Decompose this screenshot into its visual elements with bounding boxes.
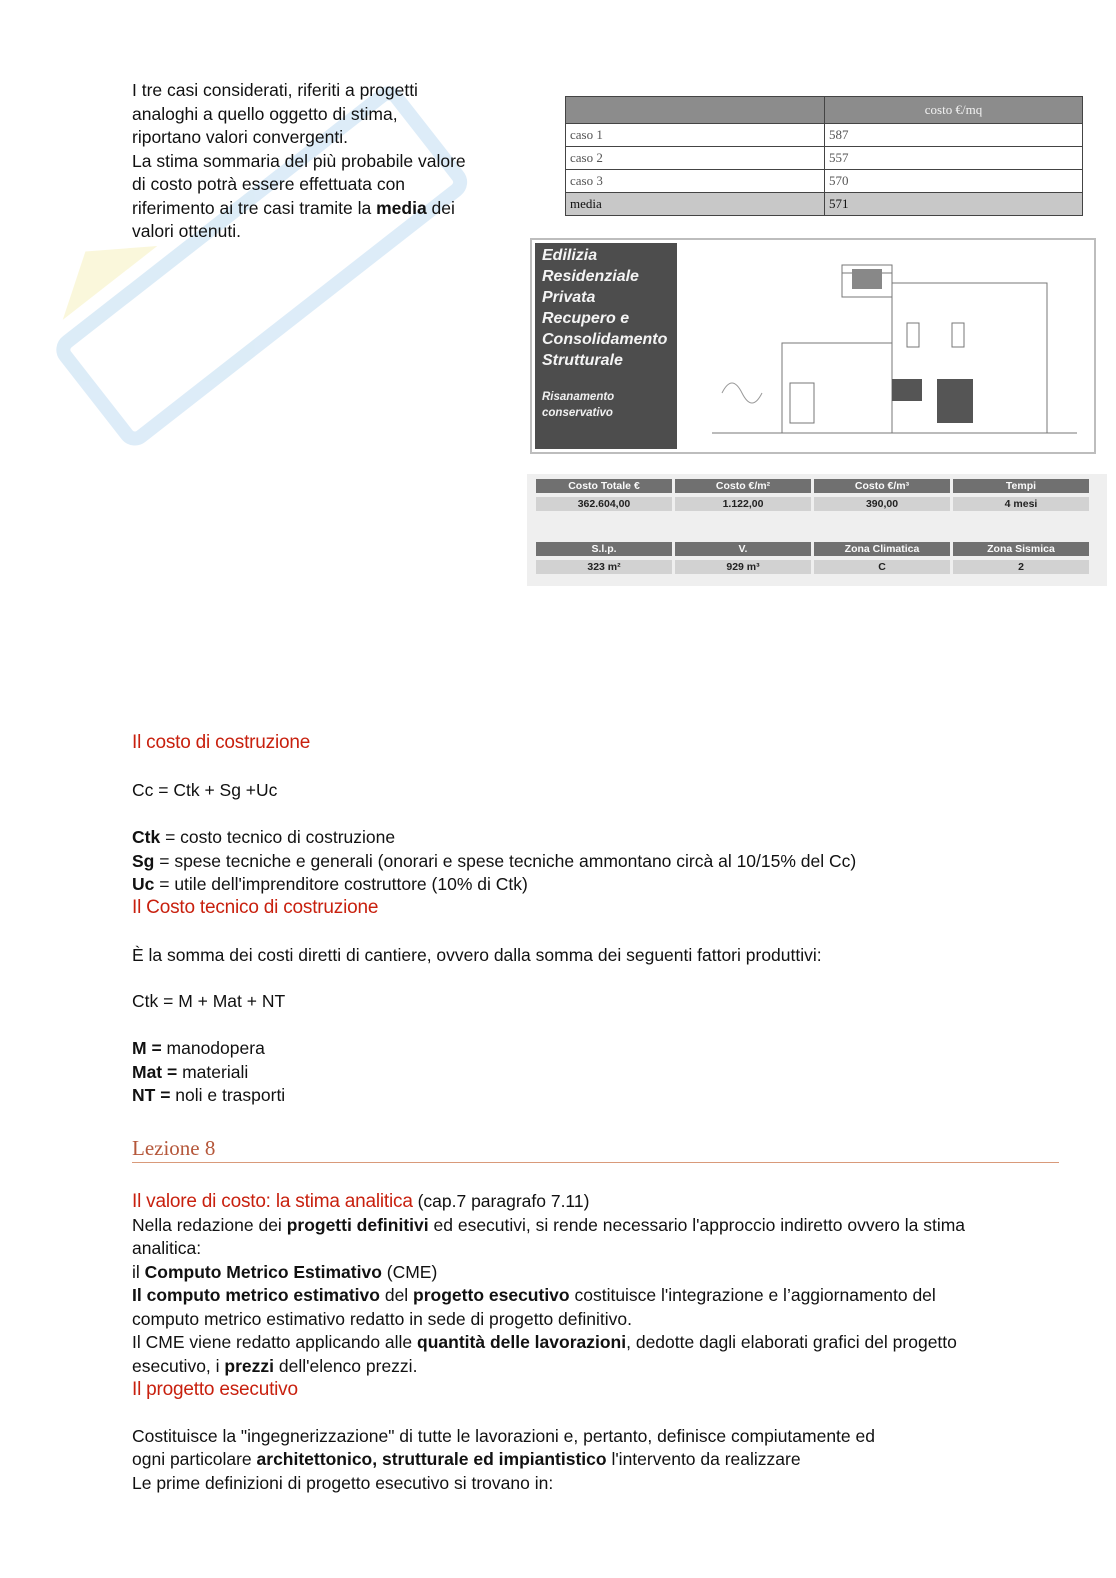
intro-line: di costo potrà essere effettuata con <box>132 174 406 194</box>
table-cell-value: 587 <box>825 124 1083 147</box>
definition-term: M = <box>132 1038 162 1058</box>
table-header: costo €/mq <box>825 97 1083 124</box>
text-line <box>132 1284 1092 1308</box>
definition-term: NT = <box>132 1085 171 1105</box>
intro-line <box>132 197 522 221</box>
formula: Cc = Ctk + Sg +Uc <box>132 780 278 800</box>
stat-value: 323 m² <box>536 560 672 574</box>
text: Il CME viene redatto applicando alle <box>132 1332 418 1352</box>
definition-term: Mat = <box>132 1061 178 1082</box>
definition-item <box>132 1061 285 1085</box>
intro-line: La stima sommaria del più probabile valore <box>132 150 466 171</box>
stat-header: Costo €/m² <box>675 479 811 493</box>
text: dell'elenco prezzi. <box>274 1355 418 1376</box>
definitions-list <box>132 1037 285 1108</box>
formula: Ctk = M + Mat + NT <box>132 991 286 1011</box>
intro-bold: media <box>376 197 427 218</box>
definition-text: materiali <box>177 1061 249 1082</box>
table-header-empty <box>566 97 825 124</box>
text-line: analitica: <box>132 1238 202 1258</box>
table-cell-value: 570 <box>825 170 1083 193</box>
definitions-list <box>132 826 1032 897</box>
text: , dedotte dagli elaborati grafici del progetto <box>626 1332 957 1352</box>
definition-text: noli e trasporti <box>170 1085 286 1105</box>
table-cell-label: media <box>566 193 825 216</box>
definition-text: = spese tecniche e generali (onorari e spese tecniche ammontano circà al 10/15% del Cc) <box>154 850 857 871</box>
intro-paragraph <box>132 79 522 244</box>
stat-header: S.l.p. <box>536 542 672 556</box>
category-title: Edilizia Residenziale Privata Recupero e Consolidamento Strutturale <box>542 247 668 369</box>
bold-text: progetti definitivi <box>286 1214 429 1235</box>
bold-text: progetto esecutivo <box>413 1285 570 1305</box>
section-heading: Il valore di costo: la stima analitica <box>132 1191 413 1212</box>
stat-header: V. <box>675 542 811 556</box>
table-cell-value: 557 <box>825 147 1083 170</box>
definition-item <box>132 850 1032 874</box>
analitica-section <box>132 1190 1092 1495</box>
definition-item <box>132 1084 285 1108</box>
text-line: Costituisce la "ingegnerizzazione" di tutte le lavorazioni e, pertanto, definisce compiutamente ed <box>132 1425 875 1446</box>
category-box <box>535 243 677 449</box>
definition-text: = utile dell'imprenditore costruttore (10% di Ctk) <box>154 874 528 894</box>
stat-value: 390,00 <box>814 497 950 511</box>
heading-line <box>132 1190 1092 1214</box>
intro-line: analoghi a quello oggetto di stima, <box>132 103 398 124</box>
stat-header: Zona Climatica <box>814 542 950 556</box>
definition-term: Ctk <box>132 827 161 847</box>
text: esecutivo, i <box>132 1355 225 1376</box>
text: (CME) <box>381 1261 438 1282</box>
intro-text: riferimento ai tre casi tramite la <box>132 197 377 218</box>
bold-text: Il computo metrico estimativo <box>132 1285 380 1305</box>
table-cell-label: caso 2 <box>566 147 825 170</box>
section-heading: Il progetto esecutivo <box>132 1379 298 1400</box>
bold-text: architettonico, strutturale ed impiantistico <box>256 1449 607 1469</box>
text: ogni particolare <box>132 1449 257 1469</box>
project-image-panel <box>530 238 1096 454</box>
definition-item <box>132 873 1032 897</box>
stat-value: 2 <box>953 560 1089 574</box>
stat-value: C <box>814 560 950 574</box>
text-line <box>132 1261 1092 1285</box>
stat-value: 929 m³ <box>675 560 811 574</box>
section-heading: Il costo di costruzione <box>132 732 311 753</box>
table-cell-value: 571 <box>825 193 1083 216</box>
definition-item <box>132 826 1032 850</box>
definition-text: manodopera <box>161 1038 265 1058</box>
stat-value: 4 mesi <box>953 497 1089 511</box>
text: l'intervento da realizzare <box>606 1449 801 1469</box>
table-cell-label: caso 3 <box>566 170 825 193</box>
category-subtitle: Risanamento conservativo <box>542 391 615 419</box>
bold-text: Computo Metrico Estimativo <box>144 1261 382 1282</box>
cases-table <box>565 96 1083 216</box>
intro-line: riportano valori convergenti. <box>132 127 348 147</box>
building-drawing <box>682 243 1090 449</box>
definition-item <box>132 1037 285 1061</box>
intro-text: dei <box>426 197 455 218</box>
text: costituisce l'integrazione e l’aggiornamento del <box>569 1285 936 1305</box>
text-line: Le prime definizioni di progetto esecutivo si trovano in: <box>132 1472 554 1493</box>
text: ed esecutivi, si rende necessario l'approccio indiretto ovvero la stima <box>428 1214 966 1235</box>
project-stats <box>527 474 1107 586</box>
text-line: computo metrico estimativo redatto in sede di progetto definitivo. <box>132 1308 632 1329</box>
stat-value: 362.604,00 <box>536 497 672 511</box>
paragraph: È la somma dei costi diretti di cantiere, ovvero dalla somma dei seguenti fattori produttivi: <box>132 945 822 965</box>
stat-header: Zona Sismica <box>953 542 1089 556</box>
intro-line: I tre casi considerati, riferiti a progetti <box>132 80 418 100</box>
stat-header: Costo Totale € <box>536 479 672 493</box>
section-heading: Il Costo tecnico di costruzione <box>132 897 379 918</box>
definition-term: Sg <box>132 850 155 871</box>
chapter-reference: (cap.7 paragrafo 7.11) <box>412 1191 590 1211</box>
text: del <box>379 1285 414 1305</box>
stat-value: 1.122,00 <box>675 497 811 511</box>
text-line <box>132 1331 1092 1355</box>
stat-header: Costo €/m³ <box>814 479 950 493</box>
definition-term: Uc <box>132 874 155 894</box>
text-line <box>132 1214 1092 1238</box>
spacer <box>132 1402 1092 1425</box>
text-line <box>132 1448 1092 1472</box>
bold-text: prezzi <box>224 1355 275 1376</box>
table-cell-label: caso 1 <box>566 124 825 147</box>
text: il <box>132 1261 145 1282</box>
divider <box>132 1162 1059 1163</box>
stat-header: Tempi <box>953 479 1089 493</box>
bold-text: quantità delle lavorazioni <box>417 1332 627 1352</box>
intro-line: valori ottenuti. <box>132 221 241 241</box>
text: Nella redazione dei <box>132 1214 287 1235</box>
text-line <box>132 1355 1092 1379</box>
definition-text: = costo tecnico di costruzione <box>160 827 396 847</box>
lesson-title: Lezione 8 <box>132 1136 216 1160</box>
